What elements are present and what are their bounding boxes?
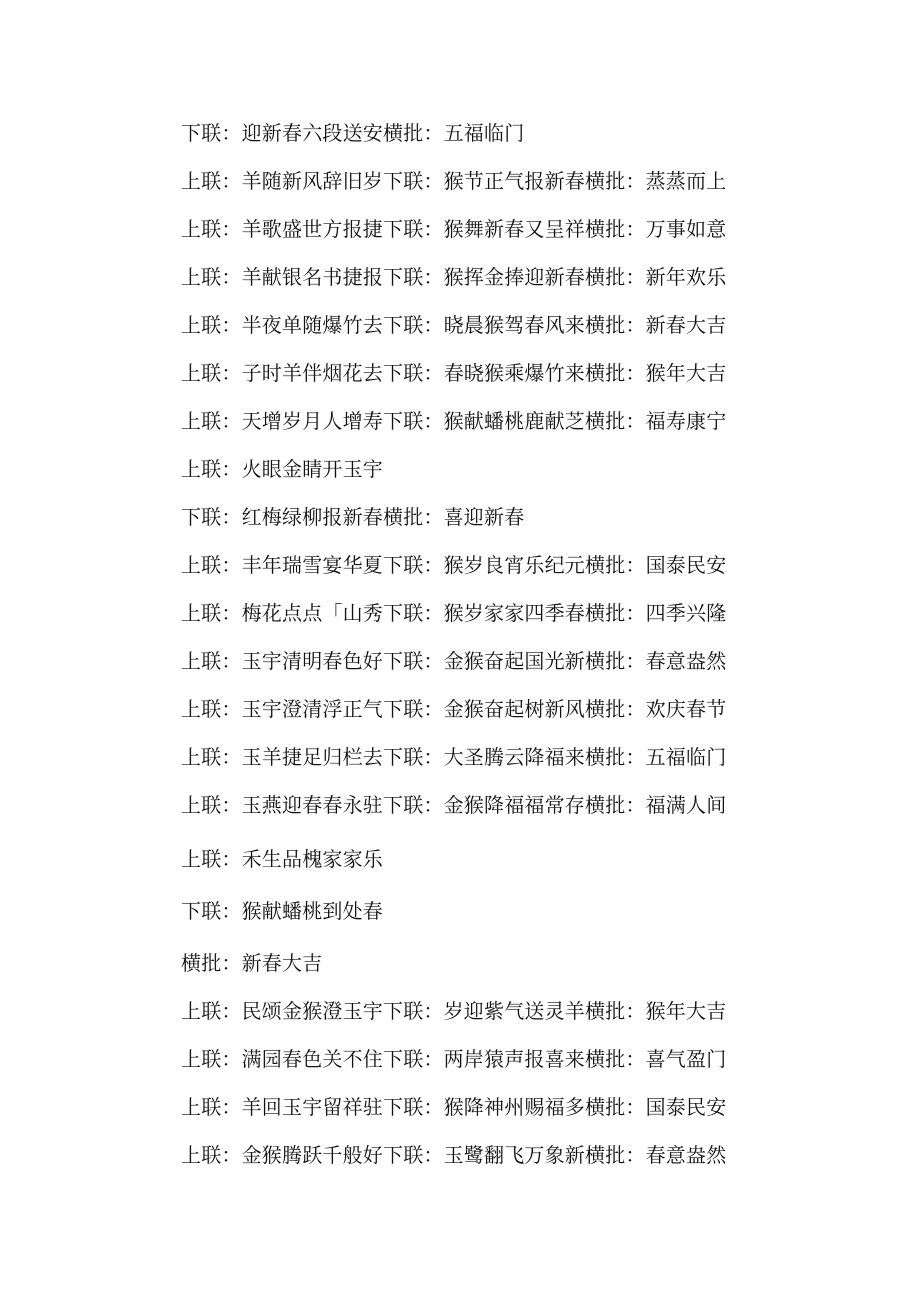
text-line: 上联：玉宇清明春色好下联：金猴奋起国光新横批：春意盎然 [181,649,727,673]
couplet-list [181,114,781,1184]
text-line: 上联：羊随新风辞旧岁下联：猴节正气报新春横批：蒸蒸而上 [181,169,727,193]
text-line: 上联：天增岁月人增寿下联：猴献蟠桃鹿献芝横批：福寿康宁 [181,409,727,433]
text-line: 下联：迎新春六段送安横批：五福临门 [181,121,525,145]
text-line: 上联：民颂金猴澄玉宇下联：岁迎紫气送灵羊横批：猴年大吉 [181,999,727,1023]
text-line: 横批：新春大吉 [181,951,323,975]
text-line: 上联：火眼金睛开玉宇 [181,457,383,481]
text-line: 下联：红梅绿柳报新春横批：喜迎新春 [181,505,525,529]
text-line: 上联：丰年瑞雪宴华夏下联：猴岁良宵乐纪元横批：国泰民安 [181,553,727,577]
text-line: 上联：禾生品槐家家乐 [181,847,383,871]
text-line: 下联：猴献蟠桃到处春 [181,899,383,923]
text-line: 上联：羊歌盛世方报捷下联：猴舞新春又呈祥横批：万事如意 [181,217,727,241]
text-line: 上联：羊献银名书捷报下联：猴挥金捧迎新春横批：新年欢乐 [181,265,727,289]
text-line: 上联：玉羊捷足归栏去下联：大圣腾云降福来横批：五福临门 [181,745,727,769]
text-line: 上联：半夜单随爆竹去下联：晓晨猴驾春风来横批：新春大吉 [181,313,727,337]
text-line: 上联：子时羊伴烟花去下联：春晓猴乘爆竹来横批：猴年大吉 [181,361,727,385]
text-line: 上联：金猴腾跃千般好下联：玉鹭翻飞万象新横批：春意盎然 [181,1143,727,1167]
text-line: 上联：梅花点点「山秀下联：猴岁家家四季春横批：四季兴隆 [181,601,727,625]
text-line: 上联：满园春色关不住下联：两岸猿声报喜来横批：喜气盈门 [181,1047,727,1071]
text-line: 上联：玉宇澄清浮正气下联：金猴奋起树新风横批：欢庆春节 [181,697,727,721]
text-line: 上联：玉燕迎春春永驻下联：金猴降福福常存横批：福满人间 [181,793,727,817]
text-line: 上联：羊回玉宇留祥驻下联：猴降神州赐福多横批：国泰民安 [181,1095,727,1119]
